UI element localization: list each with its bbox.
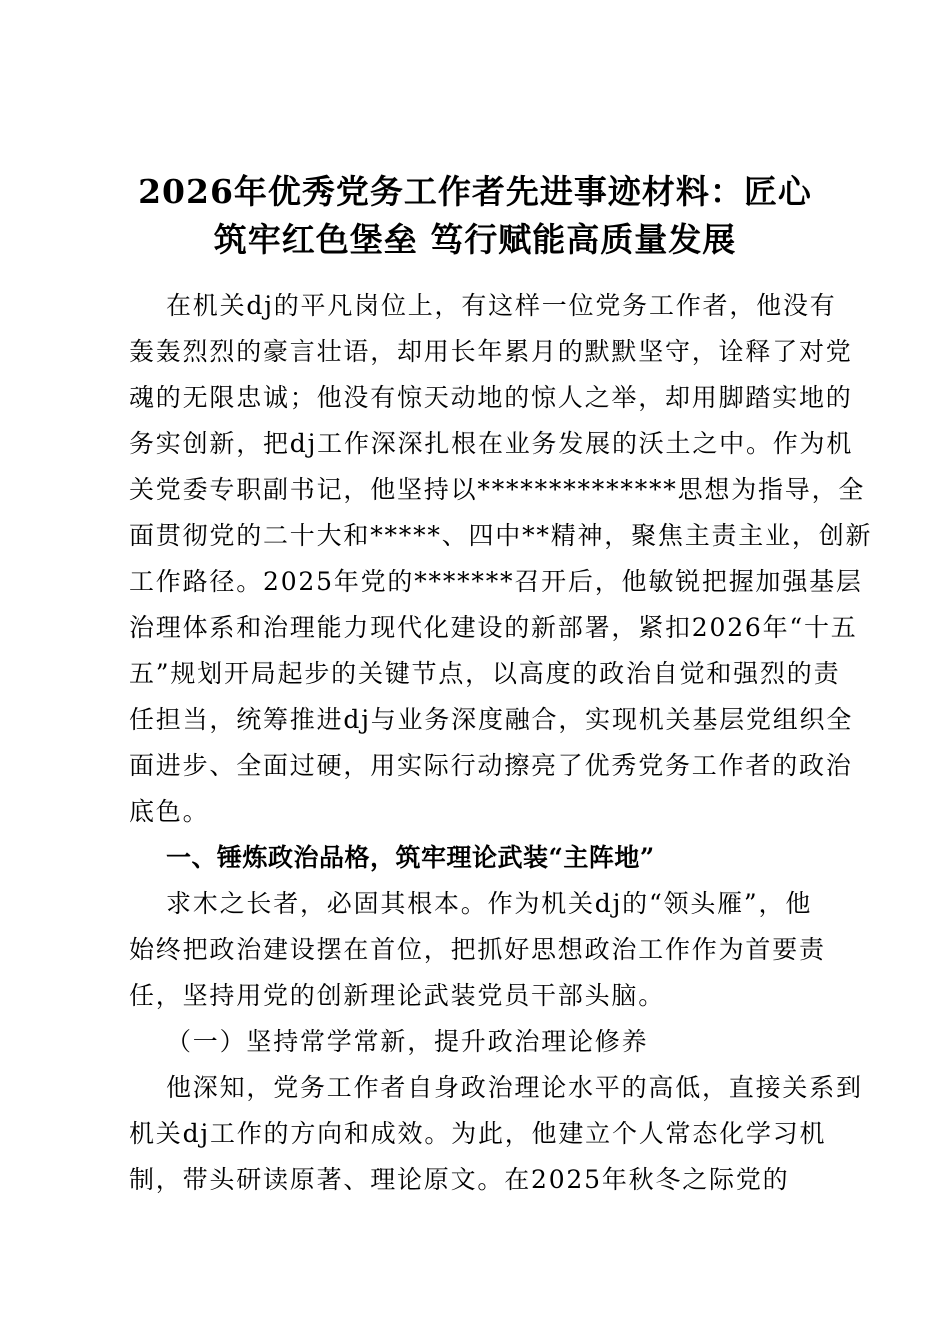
paragraph-1-line-11: 面进步、全面过硬，用实际行动擦亮了优秀党务工作者的政治 bbox=[129, 751, 853, 780]
paragraph-1-line-12: 底色。 bbox=[129, 797, 210, 826]
paragraph-3-line-3: 制，带头研读原著、理论原文。在2025年秋冬之际党的 bbox=[129, 1165, 790, 1194]
section-heading-1: 一、锤炼政治品格，筑牢理论武装“主阵地” bbox=[166, 843, 655, 872]
paragraph-3-line-1: 他深知，党务工作者自身政治理论水平的高低，直接关系到 bbox=[166, 1073, 863, 1102]
paragraph-1-line-9: 五”规划开局起步的关键节点，以高度的政治自觉和强烈的责 bbox=[129, 659, 841, 688]
paragraph-1-line-10: 任担当，统筹推进dj与业务深度融合，实现机关基层党组织全 bbox=[129, 705, 854, 734]
paragraph-1-line-2: 轰轰烈烈的豪言壮语，却用长年累月的默默坚守，诠释了对党 bbox=[129, 337, 853, 366]
paragraph-1-line-3: 魂的无限忠诚；他没有惊天动地的惊人之举，却用脚踏实地的 bbox=[129, 383, 853, 412]
paragraph-2-line-2: 始终把政治建设摆在首位，把抓好思想政治工作作为首要责 bbox=[129, 935, 826, 964]
paragraph-1-line-8: 治理体系和治理能力现代化建设的新部署，紧扣2026年“十五 bbox=[129, 613, 858, 642]
subheading-1: （一）坚持常学常新，提升政治理论修养 bbox=[166, 1027, 649, 1056]
paragraph-1-line-1: 在机关dj的平凡岗位上，有这样一位党务工作者，他没有 bbox=[166, 291, 837, 320]
title-line-1: 2026年优秀党务工作者先进事迹材料：匠心 bbox=[138, 172, 812, 211]
paragraph-1-line-4: 务实创新，把dj工作深深扎根在业务发展的沃土之中。作为机 bbox=[129, 429, 854, 458]
paragraph-2-line-1: 求木之长者，必固其根本。作为机关dj的“领头雁”，他 bbox=[166, 889, 813, 918]
paragraph-1-line-6: 面贯彻党的二十大和*****、四中**精神，聚焦主责主业，创新 bbox=[129, 521, 873, 550]
paragraph-1-line-5: 关党委专职副书记，他坚持以**************思想为指导，全 bbox=[129, 475, 866, 504]
paragraph-3-line-2: 机关dj工作的方向和成效。为此，他建立个人常态化学习机 bbox=[129, 1119, 827, 1148]
title-line-2: 筑牢红色堡垒 笃行赋能高质量发展 bbox=[213, 220, 737, 259]
paragraph-1-line-7: 工作路径。2025年党的*******召开后，他敏锐把握加强基层 bbox=[129, 567, 863, 596]
document-title bbox=[128, 168, 822, 264]
paragraph-2-line-3: 任，坚持用党的创新理论武装党员干部头脑。 bbox=[129, 981, 666, 1010]
